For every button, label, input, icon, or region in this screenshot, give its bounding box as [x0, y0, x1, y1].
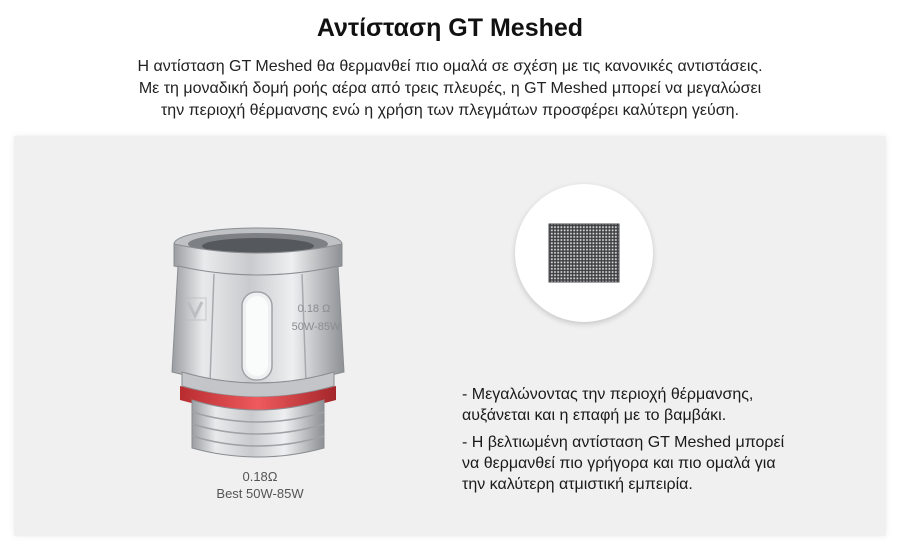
mesh-closeup-image: [515, 184, 653, 322]
coil-engraving-resistance: 0.18 Ω: [297, 303, 331, 315]
feature-item: - Η βελτιωμένη αντίσταση GT Meshed μπορεί να θερμανθεί πιο γρήγορα και πιο ομαλά για την καλύτερη ατμιστική εμπειρία.: [462, 434, 785, 493]
coil-caption-range: Best 50W-85W: [216, 486, 304, 501]
intro-text: [60, 56, 840, 122]
coil-image: [158, 222, 358, 462]
coil-engraving-wattage: 50W-85W: [291, 321, 341, 333]
page-title: Αντίσταση GT Meshed: [316, 14, 584, 42]
intro-line: Η αντίσταση GT Meshed θα θερμανθεί πιο ομαλά σε σχέση με τις κανονικές αντιστάσεις.: [137, 58, 763, 75]
feature-list: [462, 384, 882, 501]
coil-caption-resistance: 0.18Ω: [242, 469, 278, 484]
intro-line: Με τη μοναδική δομή ροής αέρα από τρεις πλευρές, η GT Meshed μπορεί να μεγαλώσει: [138, 80, 762, 97]
coil-caption: [160, 468, 360, 502]
feature-item: - Μεγαλώνοντας την περιοχή θέρμανσης, αυξάνεται και η επαφή με το βαμβάκι.: [462, 386, 754, 424]
intro-line: την περιοχή θέρμανσης ενώ η χρήση των πλεγμάτων προσφέρει καλύτερη γεύση.: [160, 102, 740, 119]
